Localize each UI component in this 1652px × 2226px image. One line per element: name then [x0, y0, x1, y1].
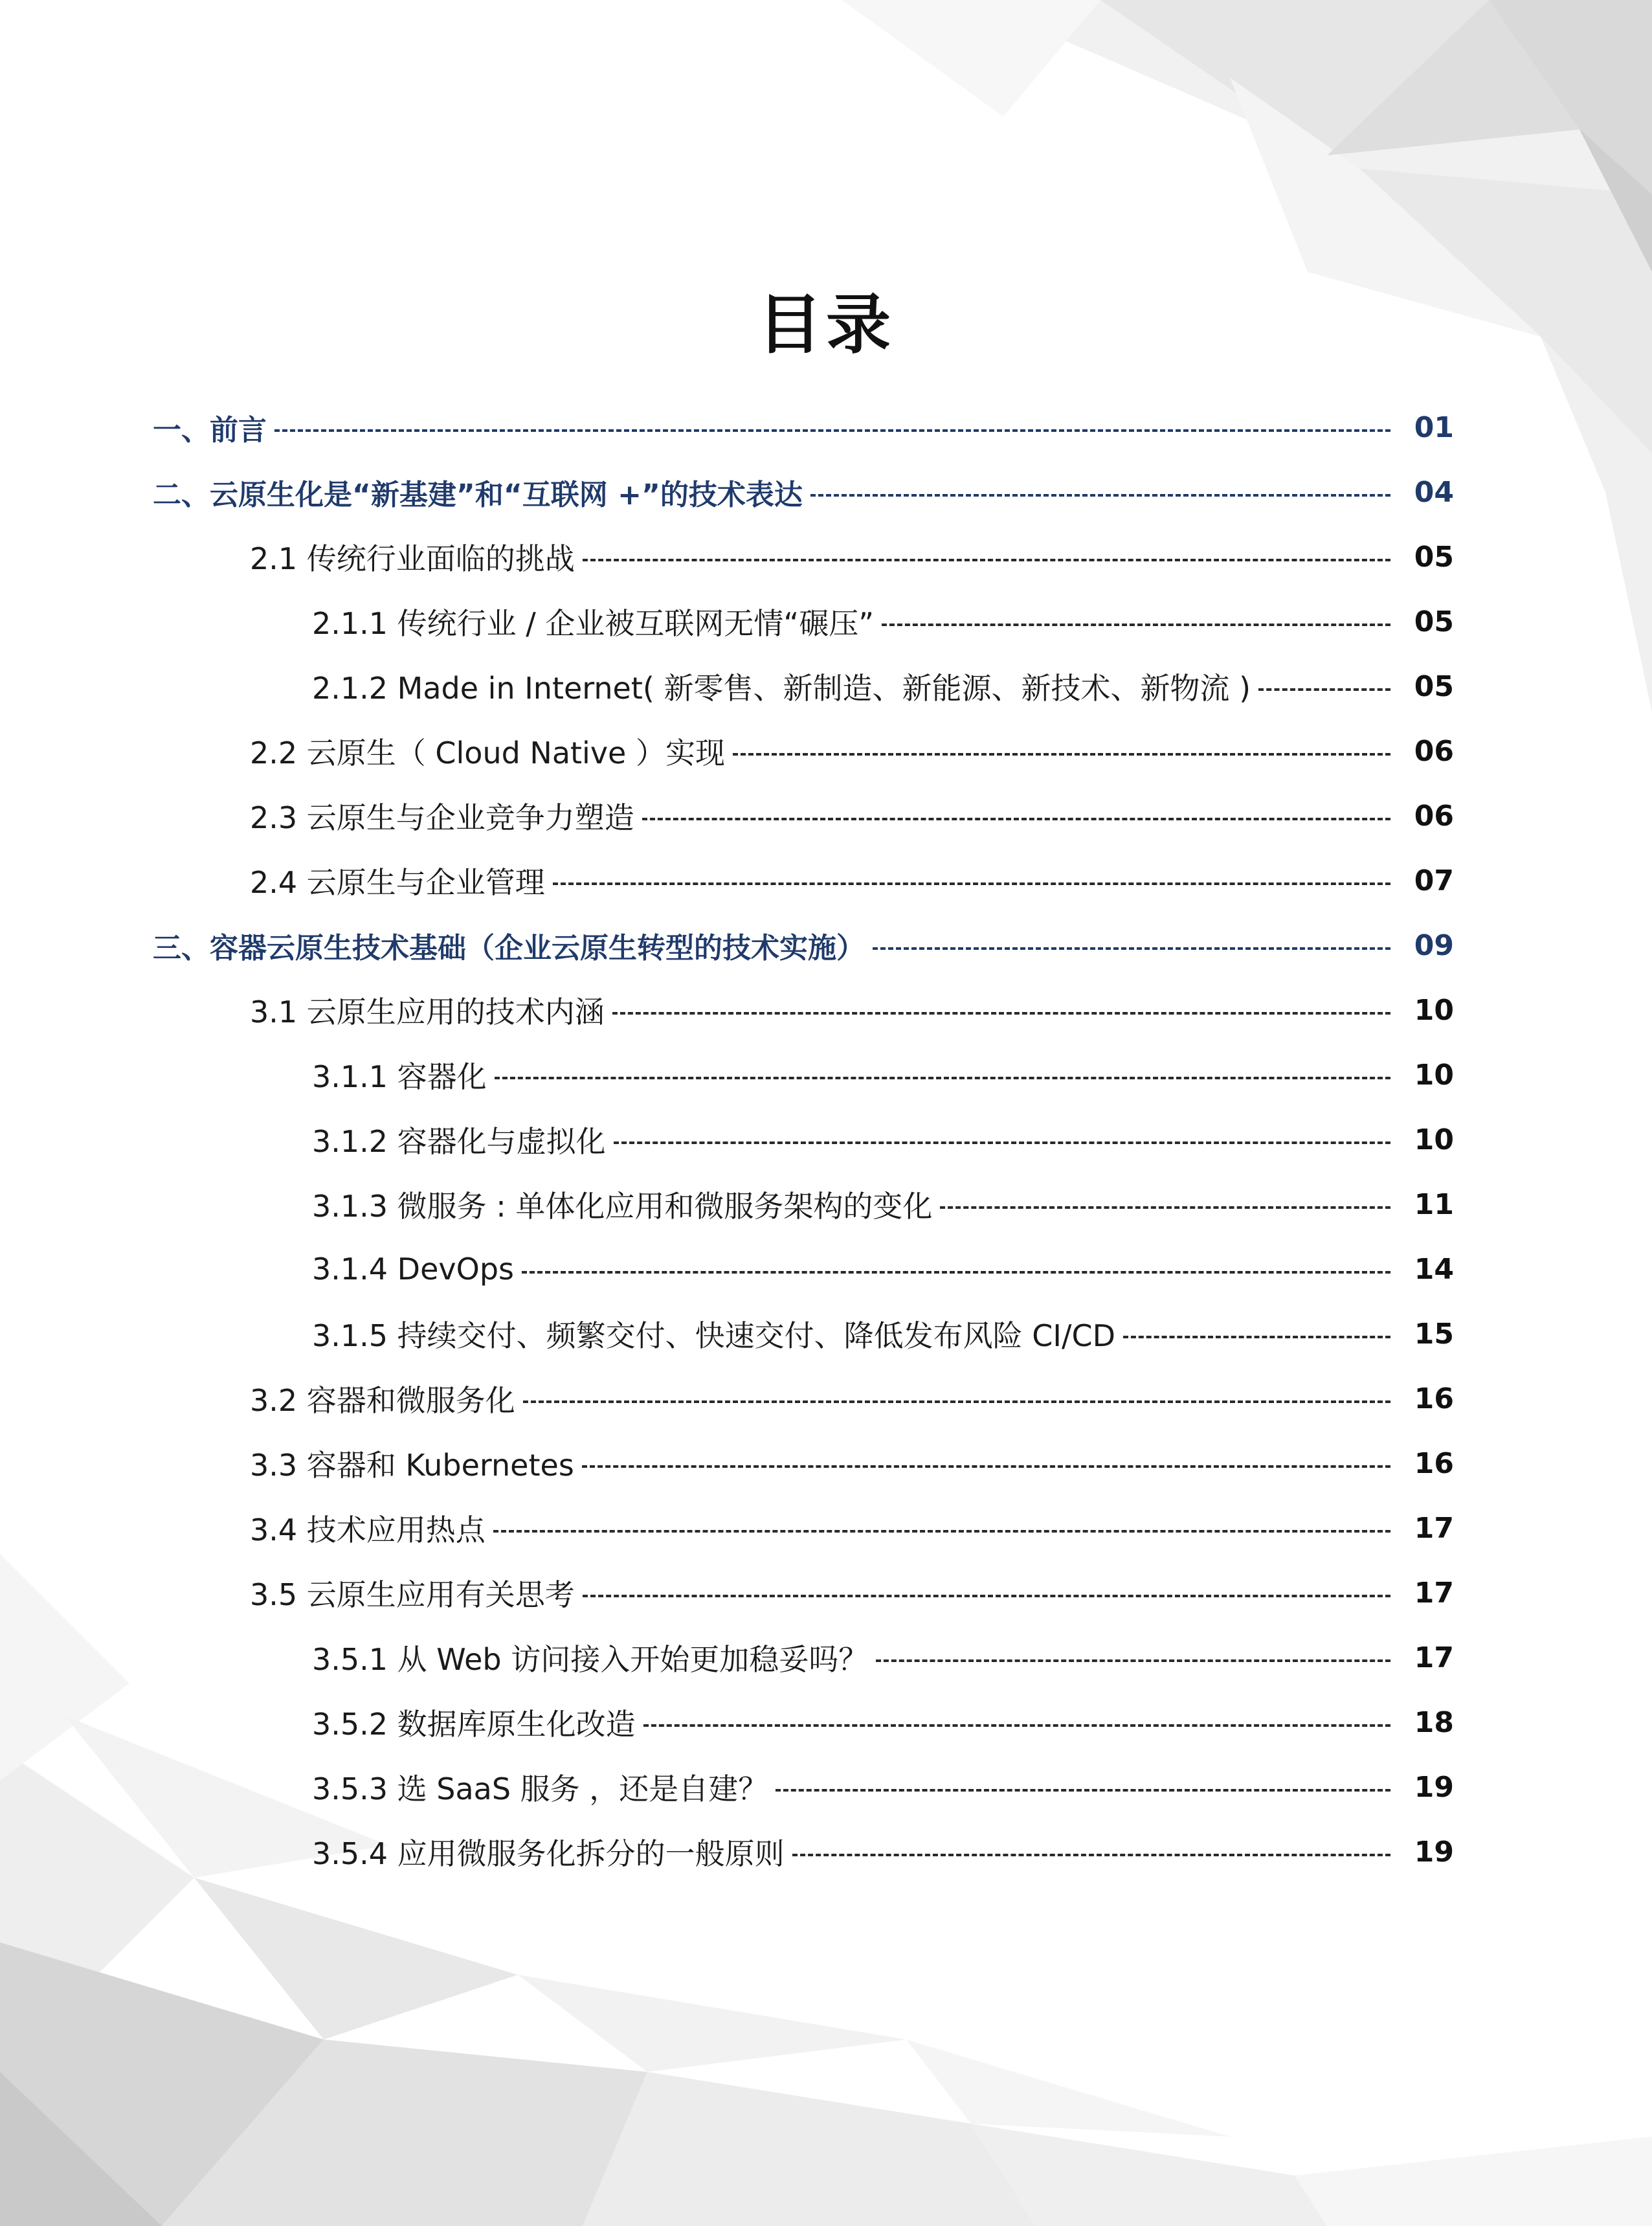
- toc-dot-leader: [583, 559, 1390, 561]
- toc-dot-leader: [1123, 1336, 1390, 1338]
- toc-entry-page-number: 05: [1414, 540, 1454, 574]
- toc-entry[interactable]: [0, 596, 1652, 647]
- toc-entry-page-number: 17: [1414, 1641, 1454, 1674]
- toc-entry[interactable]: [0, 855, 1652, 906]
- toc-entry-page-number: 06: [1414, 799, 1454, 833]
- toc-entry[interactable]: [0, 1308, 1652, 1360]
- toc-entry-label: 一、前言: [153, 414, 267, 447]
- toc-entry-label: 3.5.3 选 SaaS 服务 ，还是自建？: [312, 1771, 768, 1806]
- toc-dot-leader: [583, 1595, 1390, 1597]
- toc-entry-page-number: 19: [1414, 1770, 1454, 1804]
- toc-entry-label: 3.5.2 数据库原生化改造: [312, 1707, 636, 1742]
- toc-entry-label: 3.3 容器和 Kubernetes: [250, 1448, 574, 1483]
- toc-entry-page-number: 11: [1414, 1187, 1454, 1221]
- toc-entry-page-number: 06: [1414, 734, 1454, 768]
- toc-entry[interactable]: [0, 984, 1652, 1036]
- toc-entry[interactable]: [0, 1632, 1652, 1683]
- toc-entry-label: 3.1 云原生应用的技术内涵: [250, 995, 605, 1029]
- toc-dot-leader: [522, 1271, 1390, 1274]
- toc-entry-page-number: 17: [1414, 1576, 1454, 1610]
- toc-dot-leader: [582, 1465, 1390, 1468]
- toc-entry-page-number: 17: [1414, 1511, 1454, 1545]
- toc-entry-label: 3.1.3 微服务 : 单体化应用和微服务架构的变化: [312, 1189, 933, 1224]
- toc-dot-leader: [876, 1659, 1390, 1662]
- toc-entry[interactable]: [0, 725, 1652, 777]
- toc-entry-label: 二、云原生化是“新基建”和“互联网 +”的技术表达: [153, 478, 803, 512]
- toc-entry-label: 2.2 云原生（ Cloud Native ）实现: [250, 736, 725, 770]
- toc-entry-label: 3.1.2 容器化与虚拟化: [312, 1124, 606, 1159]
- toc-entry-page-number: 04: [1414, 475, 1454, 509]
- toc-dot-leader: [643, 1724, 1390, 1727]
- toc-dot-leader: [495, 1077, 1390, 1079]
- toc-entry[interactable]: [0, 1178, 1652, 1230]
- page-title: 目录: [757, 287, 895, 363]
- toc-dot-leader: [873, 947, 1390, 950]
- toc-entry-label: 3.5.4 应用微服务化拆分的一般原则: [312, 1836, 785, 1871]
- toc-entry[interactable]: [0, 1437, 1652, 1489]
- toc-entry-page-number: 05: [1414, 669, 1454, 703]
- toc-entry-page-number: 18: [1414, 1705, 1454, 1739]
- toc-dot-leader: [274, 429, 1390, 432]
- toc-entry-label: 3.5.1 从 Web 访问接入开始更加稳妥吗？: [312, 1642, 869, 1677]
- toc-entry-page-number: 09: [1414, 928, 1454, 962]
- toc-entry-page-number: 10: [1414, 1123, 1454, 1156]
- toc-entry-page-number: 16: [1414, 1446, 1454, 1480]
- toc-entry[interactable]: [0, 790, 1652, 842]
- toc-dot-leader: [776, 1789, 1390, 1792]
- toc-entry[interactable]: [0, 1696, 1652, 1748]
- toc-entry[interactable]: [0, 401, 1652, 453]
- toc-entry-page-number: 01: [1414, 410, 1454, 444]
- toc-entry-page-number: 05: [1414, 605, 1454, 638]
- toc-entry-label: 3.5 云原生应用有关思考: [250, 1577, 575, 1612]
- toc-entry-label: 2.3 云原生与企业竞争力塑造: [250, 800, 634, 835]
- toc-entry-label: 2.1.1 传统行业 / 企业被互联网无情“碾压”: [312, 606, 875, 641]
- toc-entry-label: 2.1 传统行业面临的挑战: [250, 541, 575, 576]
- toc-entry[interactable]: [0, 1373, 1652, 1424]
- toc-dot-leader: [792, 1854, 1390, 1856]
- toc-entry-label: 3.2 容器和微服务化: [250, 1383, 515, 1418]
- toc-entry-label: 3.4 技术应用热点: [250, 1512, 486, 1547]
- toc-dot-leader: [553, 883, 1390, 885]
- toc-entry[interactable]: [0, 919, 1652, 971]
- toc-entry-label: 2.4 云原生与企业管理: [250, 865, 545, 900]
- toc-entry[interactable]: [0, 531, 1652, 583]
- toc-dot-leader: [733, 753, 1390, 756]
- toc-dot-leader: [523, 1400, 1390, 1403]
- toc-entry-label: 3.1.1 容器化: [312, 1059, 487, 1094]
- toc-dot-leader: [1258, 688, 1390, 691]
- toc-dot-leader: [940, 1206, 1390, 1209]
- toc-entry-page-number: 15: [1414, 1317, 1454, 1351]
- toc-entry[interactable]: [0, 1114, 1652, 1165]
- toc-entry[interactable]: [0, 1243, 1652, 1295]
- toc-entry-label: 3.1.4 DevOps: [312, 1252, 514, 1287]
- toc-dot-leader: [810, 494, 1390, 497]
- toc-dot-leader: [642, 818, 1390, 820]
- toc-dot-leader: [612, 1012, 1390, 1015]
- toc-entry-label: 3.1.5 持续交付、频繁交付、快速交付、降低发布风险 CI/CD: [312, 1318, 1116, 1353]
- toc-entry-label: 2.1.2 Made in Internet( 新零售、新制造、新能源、新技术、新物流 ): [312, 671, 1251, 706]
- toc-entry[interactable]: [0, 1567, 1652, 1619]
- toc-dot-leader: [614, 1141, 1390, 1144]
- toc-entry[interactable]: [0, 1502, 1652, 1554]
- toc-entry-label: 三、容器云原生技术基础（企业云原生转型的技术实施）: [153, 932, 865, 965]
- toc-entry[interactable]: [0, 466, 1652, 518]
- toc-entry[interactable]: [0, 660, 1652, 712]
- toc-dot-leader: [493, 1530, 1390, 1533]
- toc-entry-page-number: 10: [1414, 993, 1454, 1027]
- toc-entry[interactable]: [0, 1761, 1652, 1813]
- toc-entry-page-number: 16: [1414, 1382, 1454, 1415]
- toc-entry-page-number: 19: [1414, 1835, 1454, 1869]
- toc-entry[interactable]: [0, 1049, 1652, 1101]
- toc-entry[interactable]: [0, 1826, 1652, 1878]
- toc-entry-page-number: 07: [1414, 864, 1454, 897]
- toc-entry-page-number: 10: [1414, 1058, 1454, 1092]
- toc-entry-page-number: 14: [1414, 1252, 1454, 1286]
- toc-dot-leader: [882, 624, 1390, 626]
